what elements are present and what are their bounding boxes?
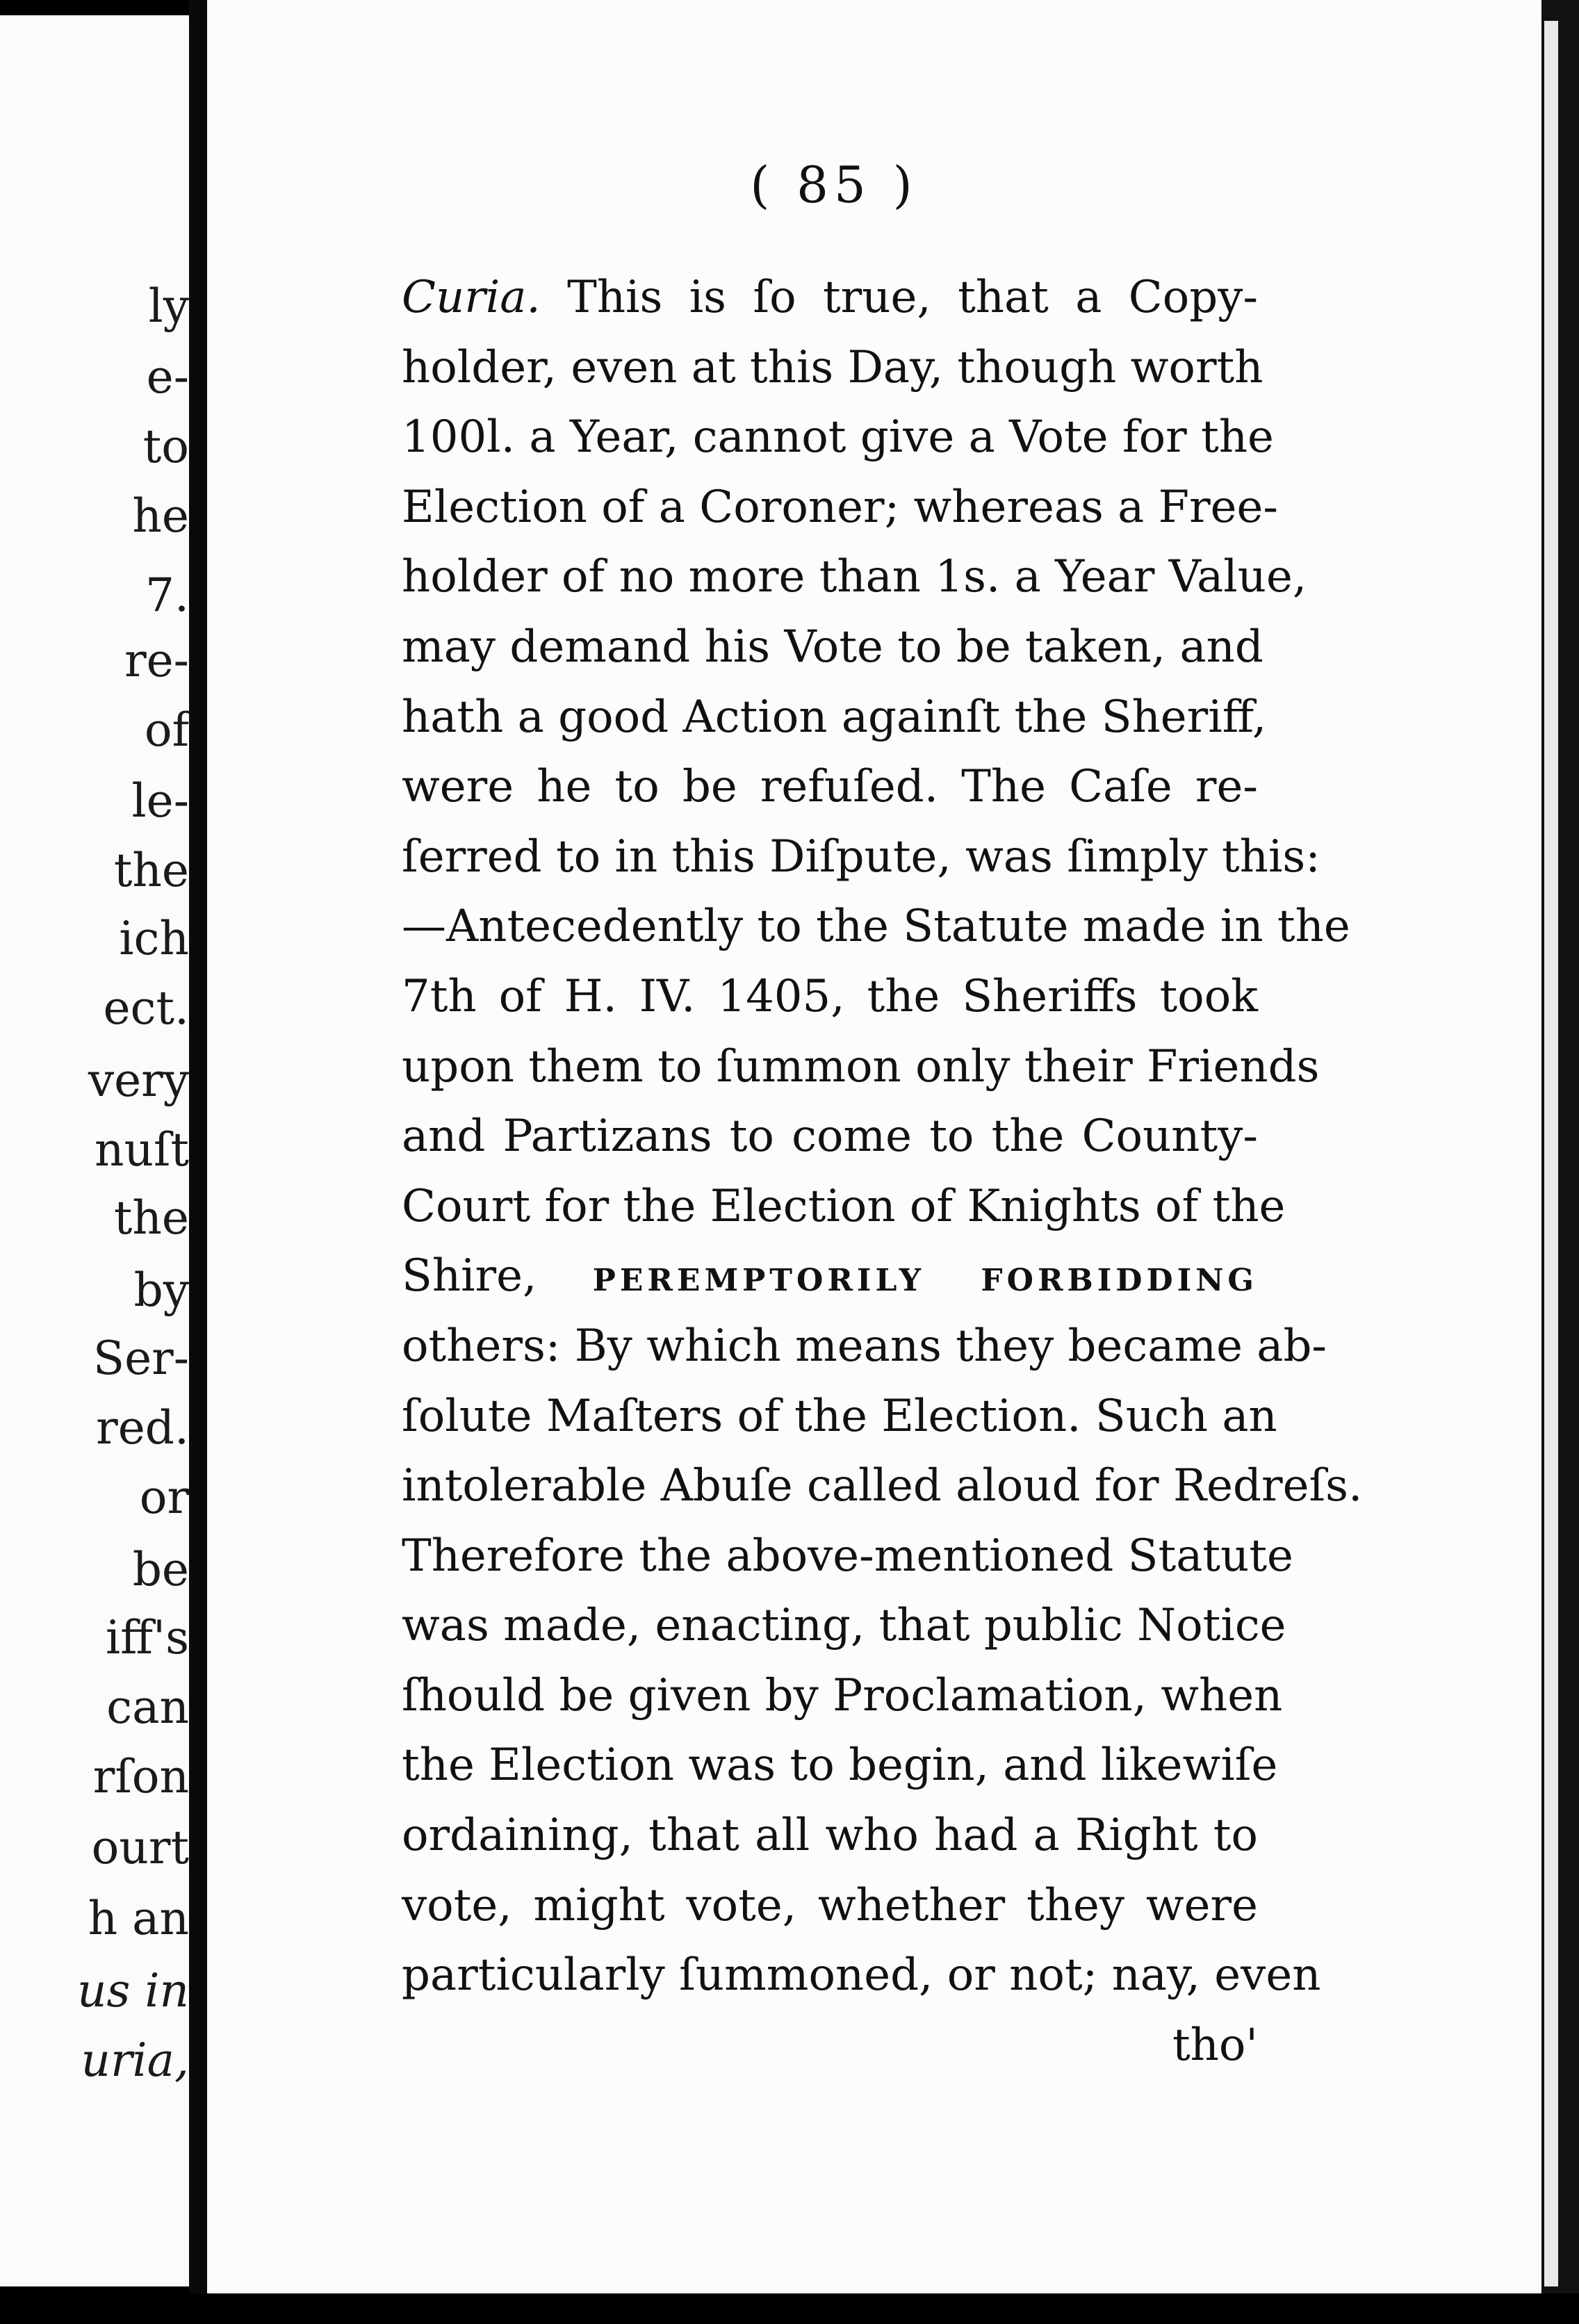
left-fragment-line: or xyxy=(139,1471,189,1524)
left-fragment-line: le- xyxy=(131,774,189,828)
catchword: tho' xyxy=(1172,2019,1258,2071)
text-line: may demand his Vote to be taken, and xyxy=(402,621,1263,673)
left-fragment-line: to xyxy=(142,420,189,473)
text-line-rest: This is ſo true, that a Copy- xyxy=(567,272,1259,323)
left-fragment-line: Ser- xyxy=(92,1332,189,1385)
text-line: intolerable Abuſe called aloud for Redreſs. xyxy=(402,1460,1363,1512)
left-fragment-line: ly xyxy=(148,279,189,333)
text-line: ſolute Maſters of the Election. Such an xyxy=(402,1390,1277,1442)
scan-border xyxy=(0,2293,1579,2324)
text-line: holder, even at this Day, though worth xyxy=(402,341,1263,393)
text-line: Court for the Election of Knights of the xyxy=(402,1180,1286,1232)
left-fragment-line: be xyxy=(132,1543,189,1596)
left-fragment-line: nuſt xyxy=(95,1123,189,1177)
book-gutter xyxy=(189,0,207,2324)
left-fragment-line: red. xyxy=(96,1401,189,1455)
small-caps-word: FORBIDDING xyxy=(981,1263,1258,1299)
page-edge-strip xyxy=(1544,21,1558,2286)
text-line-start: Shire, xyxy=(402,1250,537,1302)
text-line: ſhould be given by Proclamation, when xyxy=(402,1669,1283,1721)
text-line: ſerred to in this Diſpute, was ſimply this: xyxy=(402,830,1320,883)
text-line: —Antecedently to the Statute made in the xyxy=(402,901,1350,953)
text-line: particularly ſummoned, or not; nay, even xyxy=(402,1949,1321,2002)
small-caps-word: PEREMPTORILY xyxy=(592,1263,926,1299)
left-fragment-line: ourt xyxy=(91,1821,189,1874)
text-line: hath a good Action againſt the Sheriff, xyxy=(402,691,1267,743)
left-fragment-line: the xyxy=(113,1191,189,1245)
left-fragment-line: he xyxy=(132,489,189,543)
left-fragment-line: uria, xyxy=(81,2034,189,2087)
left-fragment-line: the xyxy=(113,844,189,897)
text-line: was made, enacting, that public Notice xyxy=(402,1600,1286,1652)
text-line: Election of a Coroner; whereas a Free- xyxy=(402,481,1279,533)
text-line xyxy=(402,263,1258,333)
text-line: others: By which means they became ab- xyxy=(402,1320,1327,1372)
italic-word: Curia. xyxy=(402,272,541,323)
text-line: were he to be refuſed. The Caſe re- xyxy=(402,761,1258,813)
left-page-fragment xyxy=(0,15,189,2286)
text-line: 7th of H. IV. 1405, the Sheriffs took xyxy=(402,970,1258,1022)
left-fragment-line: iff's xyxy=(105,1611,189,1664)
text-line: holder of no more than 1s. a Year Value, xyxy=(402,551,1307,603)
left-fragment-line: us in xyxy=(77,1964,189,2018)
text-line: Therefore the above-mentioned Statute xyxy=(402,1530,1293,1582)
left-fragment-line: very xyxy=(88,1054,189,1107)
text-line xyxy=(402,1241,1258,1311)
text-line: vote, might vote, whether they were xyxy=(402,1879,1258,1931)
text-line: and Partizans to come to the County- xyxy=(402,1111,1258,1163)
left-fragment-line: rſon xyxy=(92,1750,189,1803)
text-line: ordaining, that all who had a Right to xyxy=(402,1810,1258,1862)
page-number: ( 85 ) xyxy=(750,156,918,214)
left-fragment-line: by xyxy=(133,1263,189,1317)
left-fragment-line: can xyxy=(106,1680,189,1734)
left-fragment-line: ich xyxy=(119,912,189,965)
text-line: the Election was to begin, and likewiſe xyxy=(402,1740,1278,1792)
text-line: upon them to ſummon only their Friends xyxy=(402,1040,1320,1093)
left-fragment-line: ect. xyxy=(103,981,189,1035)
left-fragment-line: 7. xyxy=(145,568,189,622)
text-line: 100l. a Year, cannot give a Vote for the xyxy=(402,411,1274,464)
body-text xyxy=(402,263,1363,2080)
left-fragment-line: h an xyxy=(88,1892,189,1945)
left-fragment-line: re- xyxy=(124,634,189,687)
left-fragment-line: e- xyxy=(146,350,189,404)
left-fragment-line: of xyxy=(144,703,189,757)
